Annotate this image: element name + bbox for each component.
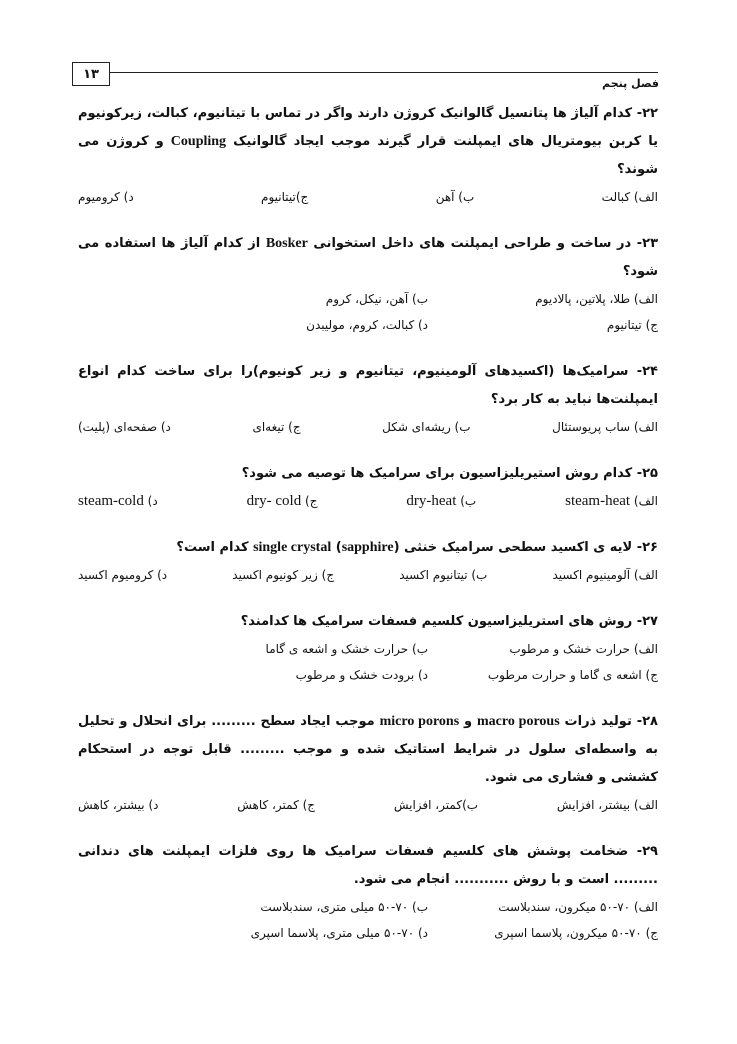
- question-text-part: در ساخت و طراحی ایمپلنت های داخل استخوانی: [307, 236, 632, 251]
- option-c[interactable]: ج) تیتانیوم: [606, 318, 658, 332]
- options-row: [78, 792, 658, 818]
- question-number: ۲۲-: [636, 106, 658, 121]
- option-b[interactable]: ب) حرارت خشک و اشعه ی گاما: [265, 642, 428, 656]
- question-text-part: کدام آلیاژ ها پتانسیل گالوانیک کروژن دارند واگر در تماس با تیتانیوم، کبالت، زیرکونیوم یا کربن بیومتریال های ایمپلنت قرار گیرند موجب ایجاد گالوانیک: [78, 106, 658, 149]
- option-b[interactable]: ب) آهن: [435, 190, 475, 204]
- question-text-part: ): [331, 540, 342, 555]
- question-text-latin: Bosker: [265, 236, 308, 251]
- option-a[interactable]: الف) ۷۰-۵۰ میکرون، سندبلاست: [498, 900, 658, 914]
- question-number: ۲۵-: [636, 466, 658, 481]
- option-b[interactable]: ب)کمتر، افزایش: [393, 798, 479, 812]
- option-a[interactable]: [565, 488, 658, 514]
- option-value: steam-cold: [78, 493, 144, 509]
- option-a[interactable]: الف) آلومینیوم اکسید: [552, 568, 658, 582]
- option-d[interactable]: د) کرومیوم اکسید: [78, 568, 168, 582]
- options-row: [78, 488, 658, 514]
- option-label: ب): [460, 494, 477, 508]
- question-text-part: کدام روش استیریلیزاسیون برای سرامیک ها توصیه می شود؟: [241, 466, 633, 481]
- question-text: [78, 534, 658, 562]
- option-label: ج): [305, 494, 318, 508]
- question-text-part: سرامیک‌ها (اکسیدهای آلومینیوم، تیتانیوم و زیر کونیوم)را برای ساخت کدام انواع ایمپلنت‌ها نباید به کار برد؟: [78, 364, 658, 407]
- question-24: [78, 358, 658, 440]
- option-a[interactable]: الف) حرارت خشک و مرطوب: [509, 642, 658, 656]
- option-label: الف): [633, 494, 658, 508]
- question-text: [78, 358, 658, 414]
- question-number: ۲۷-: [636, 614, 658, 629]
- option-a[interactable]: الف) کبالت: [601, 190, 658, 204]
- option-d[interactable]: [78, 488, 158, 514]
- option-c[interactable]: ج) ۷۰-۵۰ میکرون، پلاسما اسپری: [494, 926, 658, 940]
- question-text: [78, 838, 658, 894]
- option-d[interactable]: د) ۷۰-۵۰ میلی متری، پلاسما اسپری: [250, 926, 428, 940]
- option-b[interactable]: ب) تیتانیوم اکسید: [399, 568, 488, 582]
- question-text-part: موجب ایجاد سطح ......... برای انحلال و تحلیل به واسطه‌ای سلول در شرایط استاتیک شده و موجب ......... قابل توجه در استحکام کششی و فشاری می شود.: [78, 714, 658, 785]
- option-c[interactable]: [247, 488, 318, 514]
- option-a[interactable]: الف) بیشتر، افزایش: [556, 798, 658, 812]
- question-text-part: ضخامت پوشش های کلسیم فسفات سرامیک ها روی فلزات ایمپلنت های دندانی ......... است و با روش ........... انجام می شود.: [78, 844, 658, 887]
- option-b[interactable]: [406, 488, 476, 514]
- question-25: [78, 460, 658, 514]
- question-number: ۲۸-: [636, 714, 658, 729]
- question-text-latin: micro porons: [379, 714, 460, 729]
- question-26: [78, 534, 658, 588]
- question-29: [78, 838, 658, 946]
- question-text: [78, 708, 658, 792]
- question-27: [78, 608, 658, 688]
- options-grid: [78, 286, 658, 338]
- question-text-latin: macro porous: [477, 714, 560, 729]
- question-text-latin: single crystal: [253, 540, 332, 555]
- question-text: [78, 608, 658, 636]
- question-text: [78, 100, 658, 184]
- option-value: dry- cold: [246, 493, 302, 509]
- question-number: ۲۳-: [636, 236, 659, 251]
- question-text-part: و کروژن می شوند؟: [78, 134, 658, 177]
- question-text-part: لایه ی اکسید سطحی سرامیک خنثی (: [393, 540, 633, 555]
- option-c[interactable]: ج)تیتانیوم: [261, 190, 309, 204]
- option-d[interactable]: د) صفحه‌ای (پلیت): [78, 420, 171, 434]
- question-text-part: تولید ذرات: [559, 714, 632, 729]
- option-value: steam-heat: [565, 493, 631, 509]
- question-number: ۲۹-: [636, 844, 658, 859]
- options-grid: [78, 636, 658, 688]
- question-28: [78, 708, 658, 818]
- question-text-latin: Coupling: [170, 134, 227, 149]
- option-b[interactable]: ب) آهن، نیکل، کروم: [325, 292, 428, 306]
- option-c[interactable]: ج) کمتر، کاهش: [237, 798, 316, 812]
- question-list: [78, 100, 658, 946]
- option-d[interactable]: د) کبالت، کروم، مولیبدن: [306, 318, 428, 332]
- option-a[interactable]: الف) طلا، پلاتین، پالادیوم: [535, 292, 658, 306]
- question-text-part: و: [459, 714, 477, 729]
- option-d[interactable]: د) بیشتر، کاهش: [78, 798, 159, 812]
- options-grid: [78, 894, 658, 946]
- question-text-part: روش های استریلیزاسیون کلسیم فسفات سرامیک ها کدامند؟: [240, 614, 633, 629]
- question-text: [78, 230, 658, 286]
- option-label: د): [147, 494, 158, 508]
- question-22: [78, 100, 658, 210]
- header-rule: [72, 72, 658, 73]
- option-c[interactable]: ج) زیر کونیوم اکسید: [232, 568, 335, 582]
- question-text-part: کدام است؟: [176, 540, 254, 555]
- question-text-latin: sapphire: [341, 540, 394, 555]
- option-a[interactable]: الف) ساب پریوستئال: [552, 420, 658, 434]
- option-b[interactable]: ب) ۷۰-۵۰ میلی متری، سندبلاست: [260, 900, 428, 914]
- question-number: ۲۶-: [636, 540, 658, 555]
- question-text-part: از کدام آلیاژ ها استفاده می شود؟: [78, 236, 658, 279]
- page-number: ۱۳: [72, 62, 110, 86]
- option-c[interactable]: ج) اشعه ی گاما و حرارت مرطوب: [487, 668, 658, 682]
- option-c[interactable]: ج) تیغه‌ای: [252, 420, 301, 434]
- options-row: [78, 562, 658, 588]
- question-23: [78, 230, 658, 338]
- question-number: ۲۴-: [636, 364, 658, 379]
- option-b[interactable]: ب) ریشه‌ای شکل: [382, 420, 471, 434]
- options-row: [78, 414, 658, 440]
- option-d[interactable]: د) کرومیوم: [78, 190, 134, 204]
- question-text: [78, 460, 658, 488]
- options-row: [78, 184, 658, 210]
- option-d[interactable]: د) برودت خشک و مرطوب: [295, 668, 428, 682]
- option-value: dry-heat: [406, 493, 457, 509]
- chapter-title: فصل پنجم: [602, 77, 659, 90]
